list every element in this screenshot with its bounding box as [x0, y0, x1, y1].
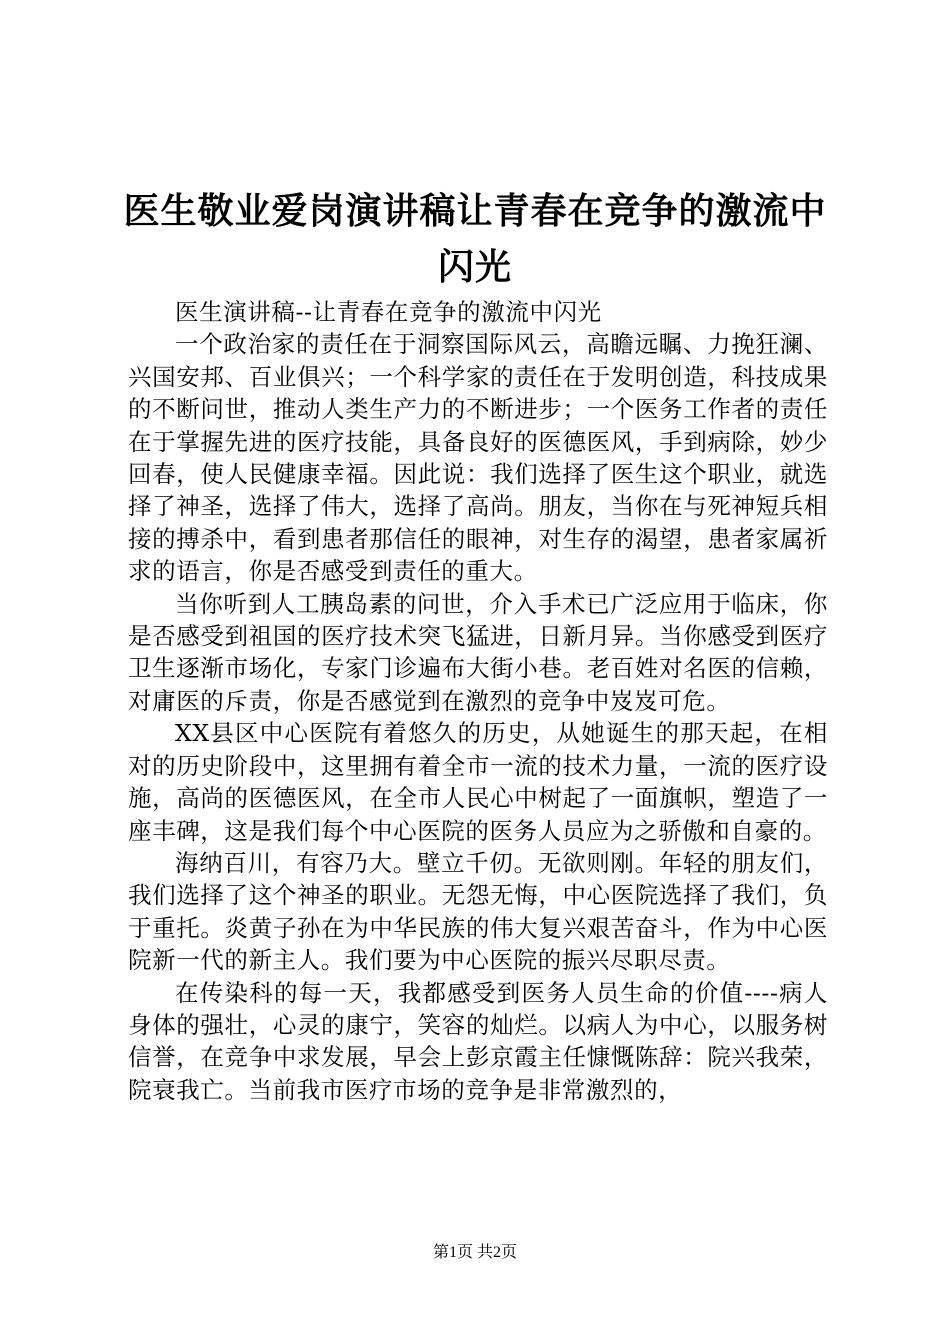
paragraph-5: 在传染科的每一天，我都感受到医务人员生命的价值----病人身体的强壮，心灵的康宁，笑容的灿烂。以病人为中心，以服务树信誉，在竞争中求发展，早会上彭京霞主任慷慨陈辞：院兴我荣，院衰我亡。当前我市医疗市场的竞争是非常激烈的，: [128, 978, 828, 1104]
paragraph-2: 当你听到人工胰岛素的问世，介入手术已广泛应用于临床，你是否感受到祖国的医疗技术突飞猛进，日新月异。当你感受到医疗卫生逐渐市场化，专家门诊遍布大街小巷。老百姓对名医的信赖，对庸医的斥责，你是否感觉到在激烈的竞争中岌岌可危。: [128, 589, 828, 715]
paragraph-3: XX县区中心医院有着悠久的历史，从她诞生的那天起，在相对的历史阶段中，这里拥有着全市一流的技术力量，一流的医疗设施，高尚的医德医风，在全市人民心中树起了一面旗帜，塑造了一座丰碑，这是我们每个中心医院的医务人员应为之骄傲和自豪的。: [128, 719, 828, 845]
document-body: [128, 296, 828, 1106]
page-number-label: 第1页 共2页: [432, 1244, 517, 1261]
page-footer: [0, 1242, 950, 1264]
document-title: 医生敬业爱岗演讲稿让青春在竞争的激流中闪光: [123, 190, 827, 288]
speech-subtitle: 医生演讲稿--让青春在竞争的激流中闪光: [175, 298, 602, 326]
paragraph-1: 一个政治家的责任在于洞察国际风云，高瞻远瞩、力挽狂澜、兴国安邦、百业俱兴；一个科学家的责任在于发明创造，科技成果的不断问世，推动人类生产力的不断进步；一个医务工作者的责任在于掌握先进的医疗技能，具备良好的医德医风，手到病除，妙少回春，使人民健康幸福。因此说：我们选择了医生这个职业，就选择了神圣，选择了伟大，选择了高尚。朋友，当你在与死神短兵相接的搏杀中，看到患者那信任的眼神，对生存的渴望，患者家属祈求的语言，你是否感受到责任的重大。: [128, 330, 828, 586]
paragraph-4: 海纳百川，有容乃大。壁立千仞。无欲则刚。年轻的朋友们，我们选择了这个神圣的职业。无怨无悔，中心医院选择了我们，负于重托。炎黄子孙在为中华民族的伟大复兴艰苦奋斗，作为中心医院新一代的新主人。我们要为中心医院的振兴尽职尽责。: [128, 848, 828, 975]
